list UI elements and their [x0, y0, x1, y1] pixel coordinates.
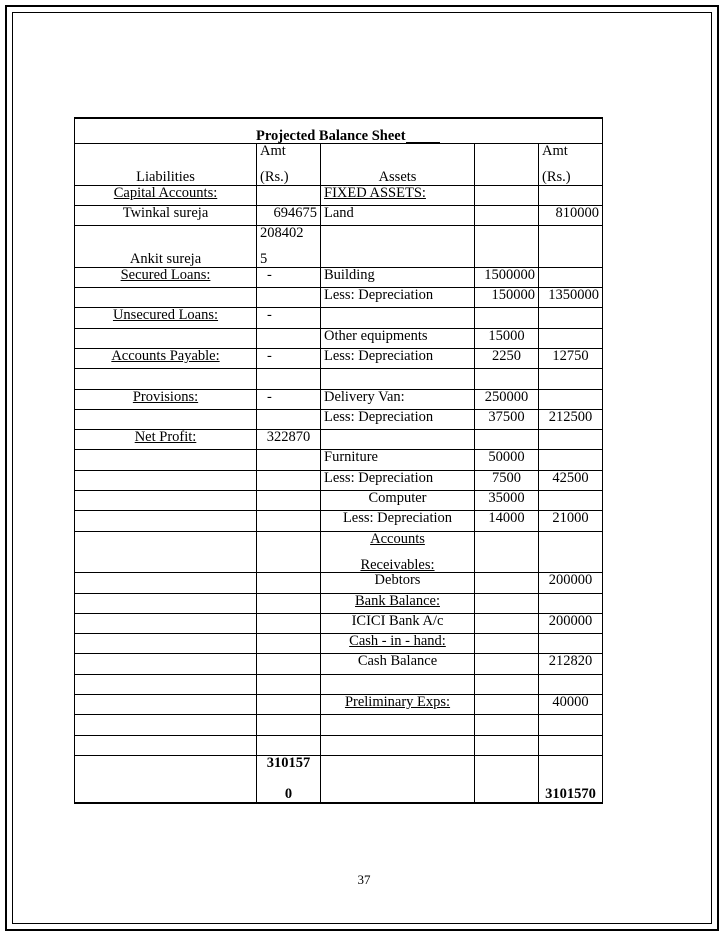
- title-row: [75, 118, 603, 144]
- table-row: [75, 205, 603, 225]
- table-row: [75, 491, 603, 511]
- table-row: [75, 573, 603, 593]
- twinkal-label: Twinkal sureja: [75, 205, 257, 225]
- land-label: Land: [321, 205, 475, 225]
- table-row: [75, 531, 603, 573]
- table-row: [75, 695, 603, 715]
- table-row: [75, 348, 603, 368]
- furniture-depreciation: 7500: [475, 470, 539, 490]
- computer-depreciation: 14000: [475, 511, 539, 531]
- accounts-payable-amount: -: [257, 348, 321, 368]
- building-depreciation-label: Less: Depreciation: [321, 288, 475, 308]
- debtors-label: Debtors: [321, 573, 475, 593]
- table-row: [75, 450, 603, 470]
- amt-header-bottom: (Rs.): [542, 169, 571, 186]
- table-row: [75, 634, 603, 654]
- computer-depreciation-label: Less: Depreciation: [321, 511, 475, 531]
- unsecured-loans-label: Unsecured Loans:: [112, 307, 219, 324]
- secured-loans-label: Secured Loans:: [120, 267, 211, 283]
- balance-sheet-table: [74, 117, 603, 804]
- cash-balance-amount: 212820: [539, 654, 603, 674]
- amt-header-bottom: (Rs.): [260, 169, 289, 186]
- cash-balance-label: Cash Balance: [321, 654, 475, 674]
- accounts-receivables-line1: Accounts: [370, 531, 425, 547]
- header-row: [75, 144, 603, 186]
- assets-header: Assets: [321, 144, 475, 186]
- other-equipments-net: 12750: [539, 348, 603, 368]
- delivery-van-label: Delivery Van:: [321, 389, 475, 409]
- table-row: [75, 226, 603, 268]
- delivery-van-net: 212500: [539, 409, 603, 429]
- computer-label: Computer: [321, 491, 475, 511]
- amt-header-top: Amt: [542, 143, 568, 159]
- unsecured-loans-amount: -: [257, 308, 321, 328]
- building-label: Building: [321, 267, 475, 287]
- debtors-amount: 200000: [539, 573, 603, 593]
- table-row: [75, 470, 603, 490]
- icici-label: ICICI Bank A/c: [321, 613, 475, 633]
- other-equipments-gross: 15000: [475, 328, 539, 348]
- capital-accounts-label: Capital Accounts:: [113, 185, 218, 201]
- assets-total: 3101570: [539, 755, 603, 803]
- table-row: [75, 735, 603, 755]
- table-row: [75, 511, 603, 531]
- table-row: [75, 328, 603, 348]
- table-row: [75, 409, 603, 429]
- icici-amount: 200000: [539, 613, 603, 633]
- total-row: [75, 755, 603, 803]
- table-row: [75, 288, 603, 308]
- net-profit-amount: 322870: [257, 430, 321, 450]
- other-equipments-label: Other equipments: [321, 328, 475, 348]
- cash-in-hand-label: Cash - in - hand:: [349, 633, 446, 650]
- furniture-net: 42500: [539, 470, 603, 490]
- liabilities-header: Liabilities: [75, 144, 257, 186]
- page-number: 37: [357, 872, 371, 887]
- table-row: [75, 369, 603, 389]
- ankit-amount-line2: 5: [260, 251, 268, 268]
- liabilities-total-line2: 0: [284, 786, 293, 803]
- net-profit-label: Net Profit:: [134, 429, 197, 446]
- delivery-van-gross: 250000: [475, 389, 539, 409]
- van-depreciation-label: Less: Depreciation: [321, 409, 475, 429]
- sheet-title: Projected Balance Sheet: [78, 128, 440, 144]
- ankit-amount-line1: 208402: [260, 225, 304, 242]
- table-row: [75, 715, 603, 735]
- computer-gross: 35000: [475, 491, 539, 511]
- table-row: [75, 654, 603, 674]
- building-net: 1350000: [539, 288, 603, 308]
- building-gross: 1500000: [475, 267, 539, 287]
- table-row: [75, 267, 603, 287]
- accounts-payable-label: Accounts Payable:: [111, 348, 220, 364]
- accounts-receivables-line2: Receivables:: [360, 556, 435, 573]
- amt-header-top: Amt: [260, 143, 286, 159]
- bank-balance-label: Bank Balance:: [355, 593, 440, 609]
- secured-loans-amount: -: [257, 267, 321, 287]
- table-row: [75, 613, 603, 633]
- other-depreciation-label: Less: Depreciation: [321, 348, 475, 368]
- ankit-label: Ankit sureja: [75, 226, 257, 268]
- liabilities-total-line1: 310157: [266, 755, 311, 771]
- land-amount: 810000: [539, 205, 603, 225]
- van-depreciation: 37500: [475, 409, 539, 429]
- preliminary-exps-amount: 40000: [539, 695, 603, 715]
- furniture-gross: 50000: [475, 450, 539, 470]
- table-row: [75, 389, 603, 409]
- table-row: [75, 674, 603, 694]
- building-depreciation: 150000: [475, 288, 539, 308]
- twinkal-amount: 694675: [257, 205, 321, 225]
- fixed-assets-label: FIXED ASSETS:: [324, 185, 426, 201]
- computer-net: 21000: [539, 511, 603, 531]
- other-depreciation: 2250: [475, 348, 539, 368]
- table-row: [75, 185, 603, 205]
- table-row: [75, 593, 603, 613]
- provisions-amount: -: [257, 389, 321, 409]
- table-row: [75, 430, 603, 450]
- table-row: [75, 308, 603, 328]
- provisions-label: Provisions:: [132, 389, 199, 405]
- furniture-depreciation-label: Less: Depreciation: [321, 470, 475, 490]
- preliminary-exps-label: Preliminary Exps:: [344, 694, 451, 711]
- furniture-label: Furniture: [321, 450, 475, 470]
